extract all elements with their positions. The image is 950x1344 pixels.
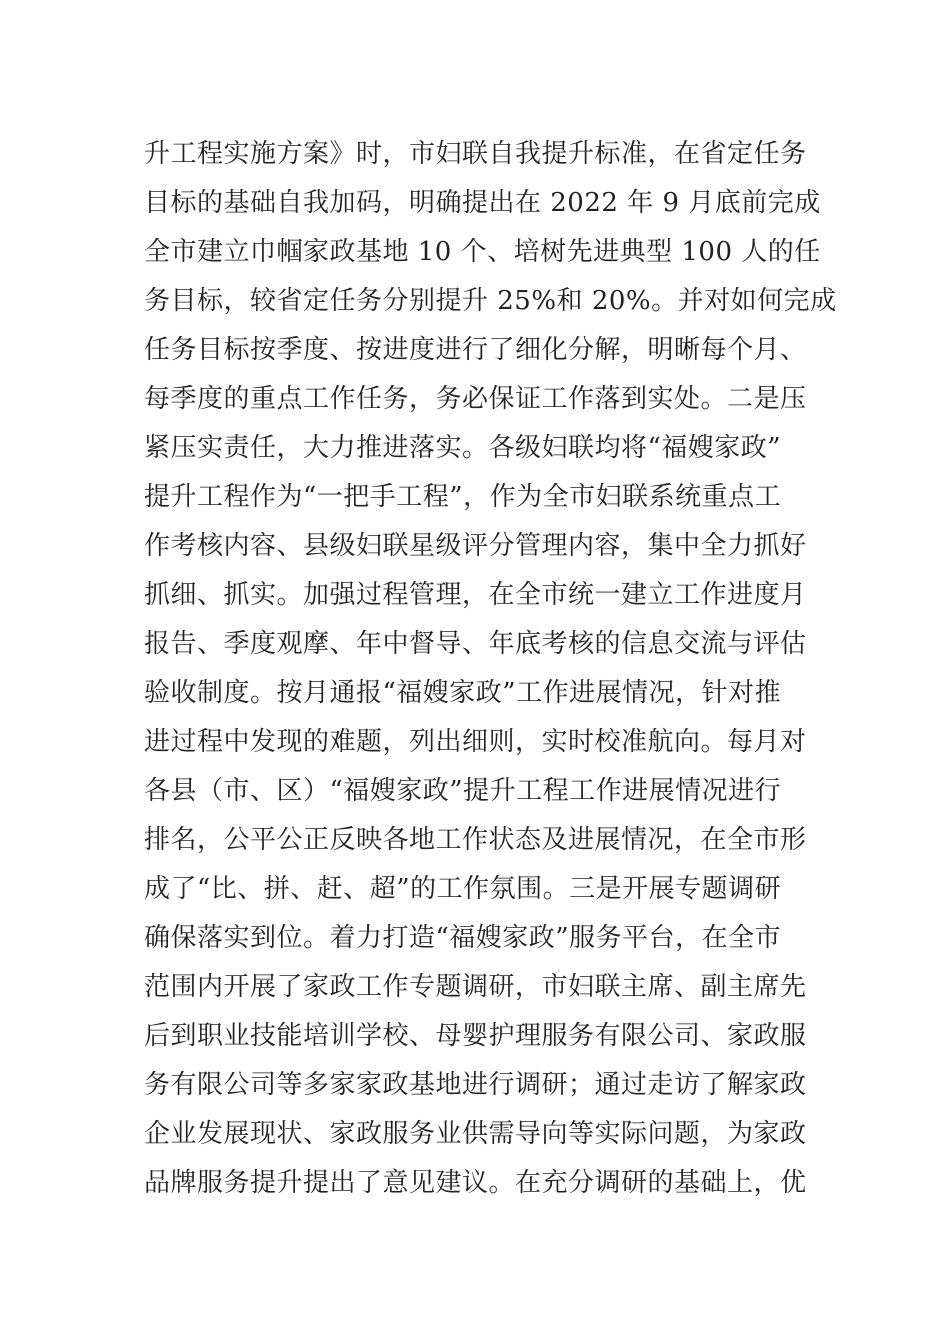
text-line: 目标的基础自我加码，明确提出在 2022 年 9 月底前完成 (144, 188, 821, 218)
text-line: 抓细、抓实。加强过程管理，在全市统一建立工作进度月 (144, 580, 807, 610)
text-line: 务目标，较省定任务分别提升 25%和 20%。并对如何完成 (144, 286, 837, 316)
text-line: 品牌服务提升提出了意见建议。在充分调研的基础上，优 (144, 1168, 807, 1198)
text-line: 成了“比、拼、赶、超”的工作氛围。三是开展专题调研 (144, 874, 782, 904)
text-line: 后到职业技能培训学校、母婴护理服务有限公司、家政服 (144, 1021, 807, 1051)
text-line: 每季度的重点工作任务，务必保证工作落到实处。二是压 (144, 384, 807, 414)
text-line: 验收制度。按月通报“福嫂家政”工作进展情况，针对推 (144, 678, 782, 708)
text-line: 排名，公平公正反映各地工作状态及进展情况，在全市形 (144, 825, 807, 855)
text-line: 范围内开展了家政工作专题调研，市妇联主席、副主席先 (144, 972, 807, 1002)
text-line: 企业发展现状、家政服务业供需导向等实际问题，为家政 (144, 1119, 807, 1149)
text-line: 确保落实到位。着力打造“福嫂家政”服务平台，在全市 (144, 923, 782, 953)
body-paragraph (144, 130, 837, 1208)
text-line: 进过程中发现的难题，列出细则，实时校准航向。每月对 (144, 727, 807, 757)
text-line: 报告、季度观摩、年中督导、年底考核的信息交流与评估 (144, 629, 807, 659)
text-line: 提升工程作为“一把手工程”，作为全市妇联系统重点工 (144, 482, 782, 512)
text-line: 作考核内容、县级妇联星级评分管理内容，集中全力抓好 (144, 531, 807, 561)
text-line: 紧压实责任，大力推进落实。各级妇联均将“福嫂家政” (144, 433, 782, 463)
text-line: 任务目标按季度、按进度进行了细化分解，明晰每个月、 (144, 335, 807, 365)
text-line: 务有限公司等多家家政基地进行调研；通过走访了解家政 (144, 1070, 807, 1100)
text-line: 升工程实施方案》时，市妇联自我提升标准，在省定任务 (144, 139, 807, 169)
text-line: 各县（市、区）“福嫂家政”提升工程工作进展情况进行 (144, 776, 782, 806)
text-line: 全市建立巾帼家政基地 10 个、培树先进典型 100 人的任 (144, 237, 821, 267)
